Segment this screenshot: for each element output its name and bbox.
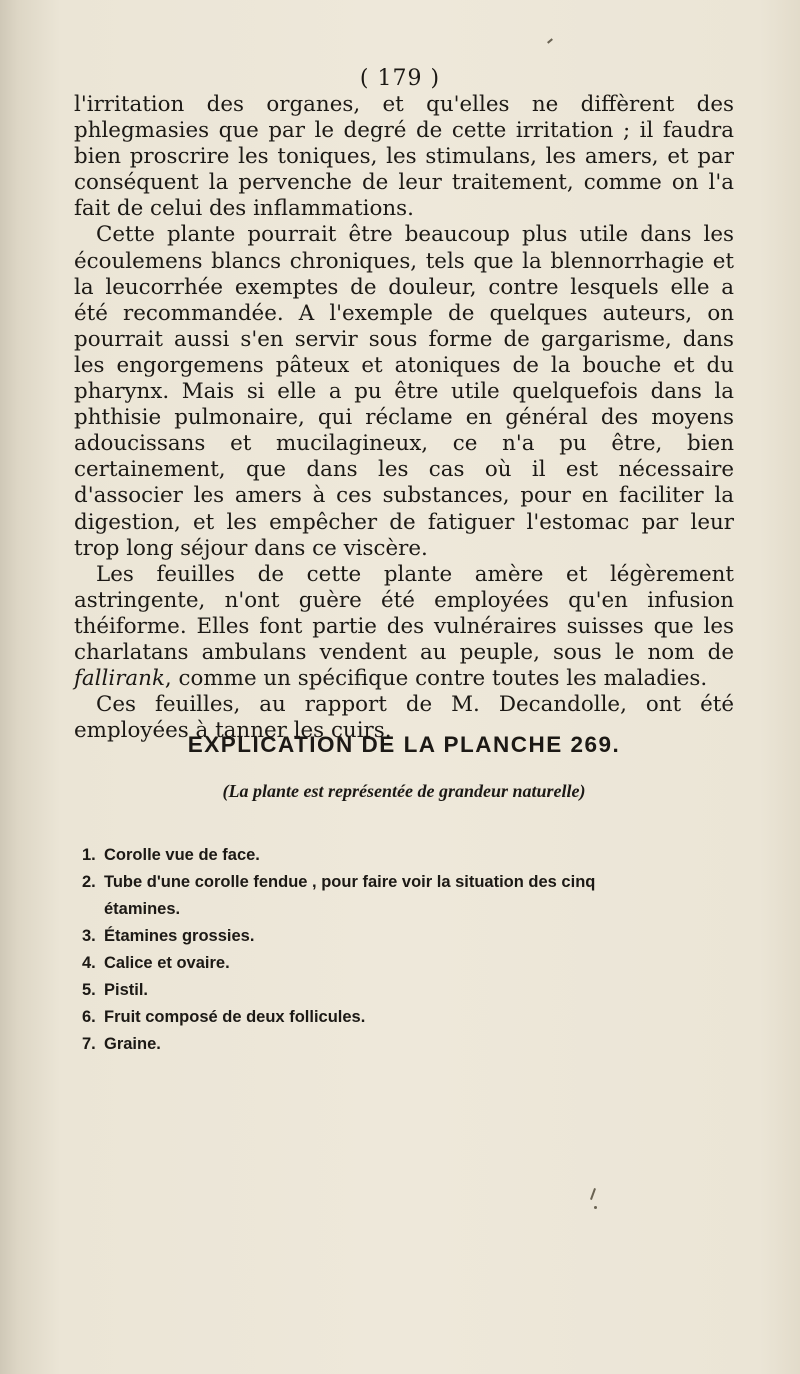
legend-text: Tube d'une corolle fendue , pour faire voir la situation des cinq [104, 873, 596, 891]
legend-number: 3. [82, 927, 96, 945]
paragraph-3 [74, 562, 734, 692]
legend-item [82, 950, 732, 977]
explanation-subheading: (La plante est représentée de grandeur naturelle) [222, 781, 586, 801]
explanation-heading: EXPLICATION DE LA PLANCHE 269. [187, 732, 621, 757]
paragraph-3-end: , comme un spécifique contre toutes les maladies. [164, 666, 708, 692]
legend-item [82, 869, 732, 896]
legend-text: Corolle vue de face. [104, 846, 260, 864]
legend-item [82, 977, 732, 1004]
paper-speck [594, 1206, 597, 1209]
legend-number: 2. [82, 873, 96, 891]
legend-text: Étamines grossies. [104, 927, 255, 945]
legend-text: Pistil. [104, 981, 149, 999]
legend-number: 5. [82, 981, 96, 999]
legend-item [82, 1004, 732, 1031]
legend-text: Calice et ovaire. [104, 954, 230, 972]
body-text [74, 92, 734, 744]
figure-legend [82, 842, 732, 1058]
plant-name-italic: fallirank [74, 666, 165, 692]
legend-item [82, 923, 732, 950]
legend-text-continuation: étamines. [104, 900, 181, 918]
paper-speck [590, 1188, 596, 1200]
legend-number: 1. [82, 846, 96, 864]
legend-item [82, 842, 732, 869]
paragraph-2: Cette plante pourrait être beaucoup plus utile dans les écoulemens blancs chroniques, tels que la blennorrhagie et la leucorrhée exemptes de douleur, contre lesquels elle a été recommandée. A l'exemple de quelques auteurs, on pourrait aussi s'en servir sous forme de gargarisme, dans les engorgemens pâteux et atoniques de la bouche et du pharynx. Mais si elle a pu être utile quelquefois dans la phthisie pulmonaire, qui réclame en général des moyens adoucissans et mucilagineux, ce n'a pu être, bien certainement, que dans les cas où il est nécessaire d'associer les amers à ces substances, pour en faciliter la digestion, et les empêcher de fatiguer l'estomac par leur trop long séjour dans ce viscère. [74, 222, 734, 561]
legend-number: 6. [82, 1008, 96, 1026]
legend-text: Graine. [104, 1035, 161, 1053]
paragraph-1: l'irritation des organes, et qu'elles ne diffèrent des phlegmasies que par le degré de cette irritation ; il faudra bien proscrire les toniques, les stimulans, les amers, et par conséquent la pervenche de leur traitement, comme on l'a fait de celui des inflammations. [74, 92, 734, 222]
page-number: ( 179 ) [359, 66, 441, 91]
legend-number: 7. [82, 1035, 96, 1053]
paragraph-3-text: Les feuilles de cette plante amère et légèrement astringente, n'ont guère été employées qu'en infusion théiforme. Elles font partie des vulnéraires suisses que les charlatans ambulans vendent au peuple, sous le nom de [74, 561, 734, 665]
legend-item [82, 1031, 732, 1058]
paragraph-4: Ces feuilles, au rapport de M. Decandolle, ont été employées à tanner les cuirs. [74, 692, 734, 744]
legend-number: 4. [82, 954, 96, 972]
legend-text: Fruit composé de deux follicules. [104, 1008, 366, 1026]
paper-speck [547, 38, 553, 43]
